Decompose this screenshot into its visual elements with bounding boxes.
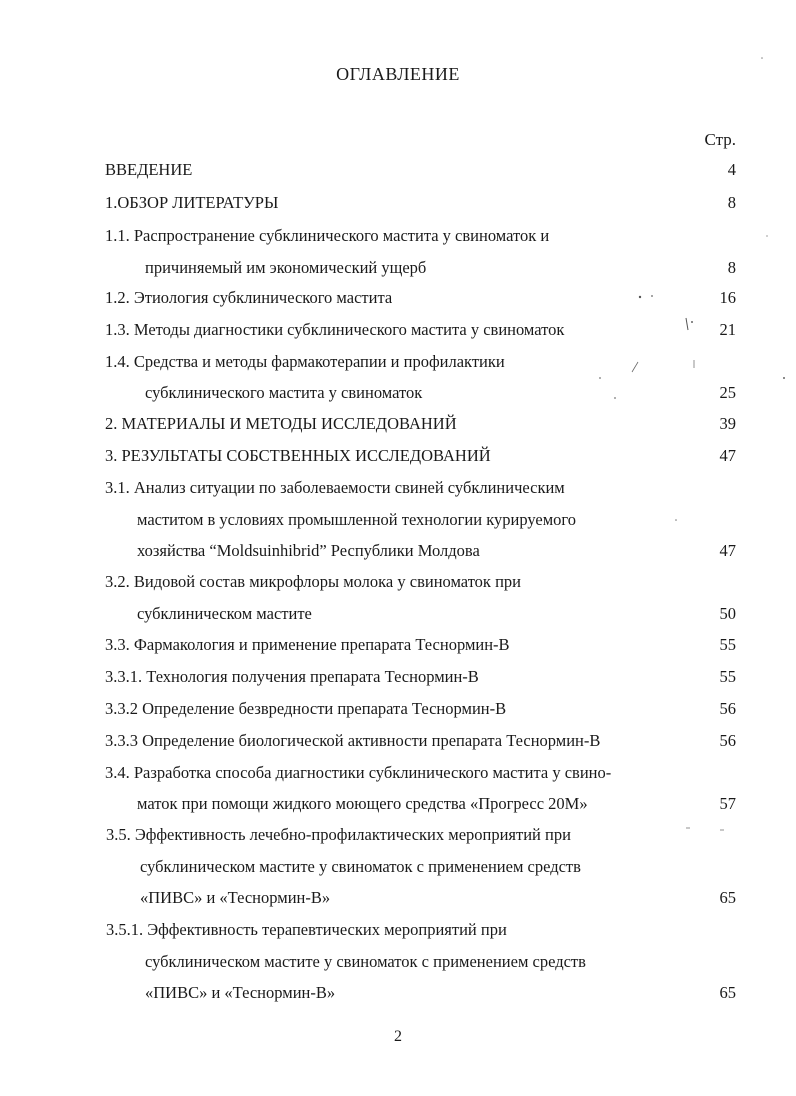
page-column-label: Стр. [704, 130, 736, 149]
toc-entry-continuation: маток при помощи жидкого моющего средства «Прогресс 20М» [137, 794, 588, 813]
toc-entry-title: 3.3.1. Технология получения препарата Теснормин-В [105, 667, 479, 686]
toc-entry-page: 56 [719, 699, 736, 718]
toc-entry-page: 16 [719, 288, 736, 307]
toc-entry-page: 39 [719, 414, 736, 433]
toc-entry-continuation: маститом в условиях промышленной технологии курируемого [137, 510, 577, 529]
toc-entry-continuation: субклинического мастита у свиноматок [145, 383, 423, 402]
page-title: ОГЛАВЛЕНИЕ [336, 64, 460, 84]
toc-entry-title: 2. МАТЕРИАЛЫ И МЕТОДЫ ИССЛЕДОВАНИЙ [105, 414, 457, 433]
toc-entry-title: 1.4. Средства и методы фармакотерапии и профилактики [105, 352, 505, 371]
toc-entry-page: 8 [727, 193, 736, 212]
toc-entry-title: 3.3. Фармакология и применение препарата Теснормин-В [105, 635, 510, 654]
scan-speck [691, 321, 693, 323]
toc-entry-continuation: хозяйства “Moldsuinhibrid” Республики Молдова [137, 541, 480, 560]
toc-entry-title: 3.1. Анализ ситуации по заболеваемости свиней субклиническим [105, 478, 565, 497]
toc-entry-title: 1.3. Методы диагностики субклинического мастита у свиноматок [105, 320, 565, 339]
toc-entry-page: 55 [719, 635, 736, 654]
toc-entry-title: ВВЕДЕНИЕ [105, 160, 193, 179]
toc-entry-page: 21 [719, 320, 736, 339]
toc-entry-page: 47 [719, 446, 736, 465]
toc-entry-title: 3.3.2 Определение безвредности препарата Теснормин-В [105, 699, 507, 718]
scan-speck [651, 295, 653, 297]
toc-entry-continuation: «ПИВС» и «Теснормин-В» [140, 888, 331, 907]
toc-entry-title: 3.4. Разработка способа диагностики субклинического мастита у свино- [105, 763, 612, 782]
scan-speck [614, 397, 616, 399]
toc-entry-title: 1.ОБЗОР ЛИТЕРАТУРЫ [105, 193, 279, 212]
toc-entry-page: 47 [719, 541, 736, 560]
toc-entry-title: 3.5. Эффективность лечебно-профилактических мероприятий при [106, 825, 571, 844]
toc-entry-title: 3.5.1. Эффективность терапевтических мероприятий при [106, 920, 507, 939]
toc-entry-title: 1.2. Этиология субклинического мастита [105, 288, 393, 307]
toc-entry-page: 50 [719, 604, 736, 623]
toc-entry-title: 3.3.3 Определение биологической активности препарата Теснормин-В [105, 731, 601, 750]
scan-speck [639, 296, 641, 298]
page-number: 2 [394, 1028, 402, 1045]
toc-entry-page: 55 [719, 667, 736, 686]
toc-entry-continuation: субклиническом мастите у свиноматок с применением средств [140, 857, 581, 876]
toc-entry-page: 56 [719, 731, 736, 750]
scan-speck [783, 377, 785, 379]
toc-entry-title: 1.1. Распространение субклинического мастита у свиноматок и [105, 226, 550, 245]
toc-entry-page: 4 [727, 160, 736, 179]
scan-speck [761, 57, 763, 59]
scan-speck [675, 519, 677, 521]
toc-entry-continuation: субклиническом мастите у свиноматок с применением средств [145, 952, 586, 971]
toc-entry-page: 65 [719, 983, 736, 1002]
toc-entry-title: 3.2. Видовой состав микрофлоры молока у свиноматок при [105, 572, 521, 591]
scan-speck [632, 362, 638, 372]
toc-entry-continuation: «ПИВС» и «Теснормин-В» [145, 983, 336, 1002]
toc-entry-title: 3. РЕЗУЛЬТАТЫ СОБСТВЕННЫХ ИССЛЕДОВАНИЙ [105, 446, 491, 465]
toc-entry-page: 65 [719, 888, 736, 907]
toc-entry-page: 25 [719, 383, 736, 402]
toc-entry-page: 8 [727, 258, 736, 277]
scan-speck [599, 377, 601, 379]
toc-entry-continuation: причиняемый им экономический ущерб [145, 258, 427, 277]
toc-entry-continuation: субклиническом мастите [137, 604, 312, 623]
toc-entry-page: 57 [719, 794, 736, 813]
scan-speck [686, 318, 688, 330]
